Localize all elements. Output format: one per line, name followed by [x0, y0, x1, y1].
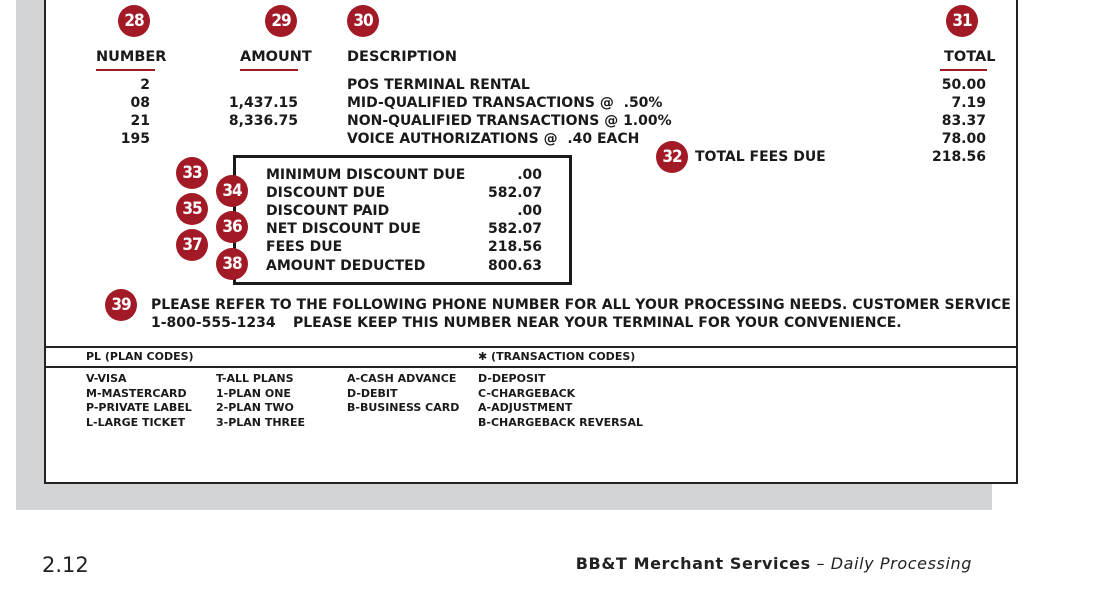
summary-min-discount-value: .00: [517, 167, 542, 183]
row-2-number: 08: [130, 95, 150, 111]
badge-31: 31: [946, 5, 978, 37]
total-fees-label: TOTAL FEES DUE: [695, 149, 826, 165]
code-col2-item: 3-PLAN THREE: [216, 415, 306, 429]
badge-35: 35: [176, 193, 208, 225]
badge-38: 38: [216, 248, 248, 280]
header-amount: AMOUNT: [240, 49, 312, 65]
row-3-total: 83.37: [941, 113, 986, 129]
summary-discount-due-label: DISCOUNT DUE: [266, 185, 386, 201]
header-number: NUMBER: [96, 49, 167, 65]
summary-fees-due-value: 218.56: [487, 239, 542, 255]
row-4-total: 78.00: [941, 131, 986, 147]
code-col2-item: T-ALL PLANS: [216, 372, 294, 385]
code-col1-item: P-PRIVATE LABEL: [86, 401, 192, 414]
badge-30: 30: [347, 5, 379, 37]
badge-29: 29: [265, 5, 297, 37]
code-col4-item: C-CHARGEBACK: [478, 386, 576, 400]
code-col1-item: V-VISA: [86, 372, 127, 385]
row-2-description: MID-QUALIFIED TRANSACTIONS @ .50%: [347, 95, 663, 111]
notice-line-1: PLEASE REFER TO THE FOLLOWING PHONE NUMBER FOR ALL YOUR PROCESSING NEEDS. CUSTOMER SERVICE: [151, 297, 1011, 313]
code-col1-item: M-MASTERCARD: [86, 386, 187, 400]
header-total-underline: [940, 69, 987, 71]
row-4-description: VOICE AUTHORIZATIONS @ .40 EACH: [347, 131, 640, 147]
header-total: TOTAL: [944, 49, 996, 65]
code-col2-item: 2-PLAN TWO: [216, 401, 294, 414]
summary-amount-deducted-value: 800.63: [487, 258, 542, 274]
summary-discount-paid-label: DISCOUNT PAID: [266, 203, 390, 219]
footer-title: [576, 554, 972, 573]
summary-net-discount-label: NET DISCOUNT DUE: [266, 221, 421, 237]
code-col3-item: A-CASH ADVANCE: [347, 372, 457, 385]
summary-min-discount-label: MINIMUM DISCOUNT DUE: [266, 167, 466, 183]
code-col4-item: B-CHARGEBACK REVERSAL: [478, 415, 644, 429]
plan-codes-header: PL (PLAN CODES): [86, 350, 194, 363]
code-col4-item: A-ADJUSTMENT: [478, 401, 573, 414]
row-1-total: 50.00: [941, 77, 986, 93]
badge-36: 36: [216, 211, 248, 243]
footer-subtitle: Daily Processing: [830, 554, 972, 573]
row-1-number: 2: [140, 77, 150, 93]
codes-divider-top: [44, 346, 1018, 348]
code-col1-item: L-LARGE TICKET: [86, 415, 186, 429]
row-4-number: 195: [120, 131, 150, 147]
notice-line-2: PLEASE KEEP THIS NUMBER NEAR YOUR TERMINAL FOR YOUR CONVENIENCE.: [293, 315, 902, 331]
row-2-total: 7.19: [951, 95, 986, 111]
summary-discount-paid-value: .00: [517, 203, 542, 219]
code-col2-item: 1-PLAN ONE: [216, 386, 291, 400]
badge-32: 32: [656, 141, 688, 173]
row-2-amount: 1,437.15: [228, 95, 298, 111]
footer-brand: BB&T Merchant Services: [575, 554, 811, 573]
code-col3-item: D-DEBIT: [347, 386, 398, 400]
row-3-description: NON-QUALIFIED TRANSACTIONS @ 1.00%: [347, 113, 672, 129]
header-number-underline: [96, 69, 155, 71]
badge-34: 34: [216, 175, 248, 207]
summary-net-discount-value: 582.07: [487, 221, 542, 237]
row-1-description: POS TERMINAL RENTAL: [347, 77, 530, 93]
summary-fees-due-label: FEES DUE: [266, 239, 343, 255]
badge-28: 28: [118, 5, 150, 37]
header-description: DESCRIPTION: [347, 49, 457, 65]
header-amount-underline: [240, 69, 298, 71]
footer-separator: –: [810, 554, 831, 573]
row-3-amount: 8,336.75: [228, 113, 298, 129]
notice-phone: 1-800-555-1234: [151, 315, 276, 331]
total-fees-value: 218.56: [931, 149, 986, 165]
summary-amount-deducted-label: AMOUNT DEDUCTED: [266, 258, 426, 274]
code-col3-item: B-BUSINESS CARD: [347, 401, 460, 414]
summary-discount-due-value: 582.07: [487, 185, 542, 201]
row-3-number: 21: [130, 113, 150, 129]
badge-39: 39: [105, 289, 137, 321]
code-col4-item: D-DEPOSIT: [478, 372, 546, 385]
page-number: 2.12: [42, 553, 89, 577]
transaction-codes-header: ✱ (TRANSACTION CODES): [478, 350, 636, 363]
badge-37: 37: [176, 229, 208, 261]
badge-33: 33: [176, 157, 208, 189]
codes-divider-bottom: [44, 366, 1018, 368]
